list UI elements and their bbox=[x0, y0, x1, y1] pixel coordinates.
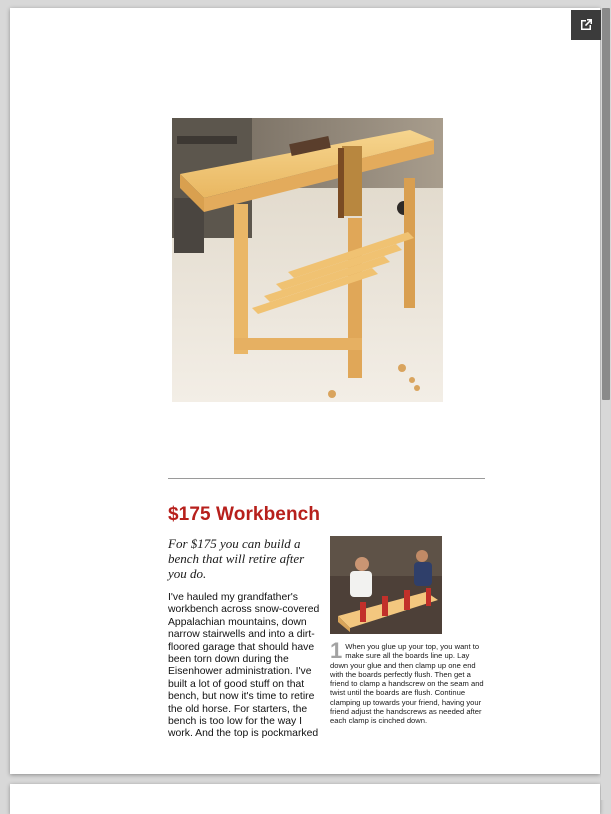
external-link-icon bbox=[578, 17, 594, 33]
scrollbar-thumb[interactable] bbox=[602, 8, 610, 400]
glue-up-photo bbox=[330, 536, 442, 634]
article-title: $175 Workbench bbox=[168, 504, 321, 525]
step-caption-text: When you glue up your top, you want to make sure all the boards line up. Lay down your glue and then clamp up one end with the boards perfectly flush. Then get a friend to clamp a handscrew on the seam and twist until the boards are flush. Continue clamping up towards your friend, having your friend adjust the handscrews as needed after each clamp is cinched down. bbox=[330, 642, 484, 726]
section-divider bbox=[168, 478, 485, 479]
document-page bbox=[10, 8, 600, 774]
open-in-new-window-icon[interactable] bbox=[571, 10, 601, 40]
scrollbar-track[interactable] bbox=[601, 0, 611, 800]
workbench-photo bbox=[172, 118, 443, 402]
step-number: 1 bbox=[330, 638, 343, 663]
step-caption bbox=[330, 638, 486, 726]
next-page bbox=[10, 784, 600, 814]
article-subtitle: For $175 you can build a bench that will retire after you do. bbox=[168, 536, 305, 581]
article-body: I've hauled my grandfather's workbench across snow-covered Appalachian mountains, down narrow stairwells and into a dirt-floored garage that should have been torn down during the Eisenhower administration. I've built a lot of good stuff on that bench, but now it's time to retire the old horse. For starters, the bench is too low for the way I work. And the top is pockmarked bbox=[168, 592, 320, 740]
